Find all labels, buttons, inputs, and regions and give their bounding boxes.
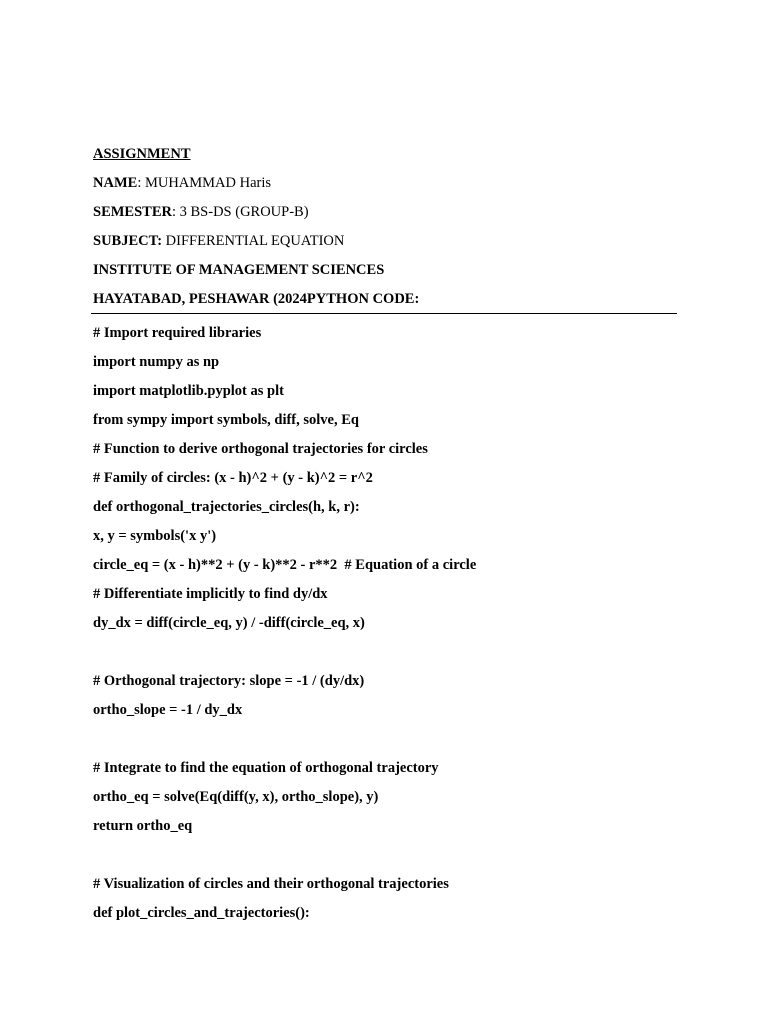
location-line: HAYATABAD, PESHAWAR (2024PYTHON CODE: <box>93 291 420 307</box>
code-line: def orthogonal_trajectories_circles(h, k, r): <box>93 499 360 515</box>
code-line: # Differentiate implicitly to find dy/dx <box>93 586 328 602</box>
code-line: ortho_eq = solve(Eq(diff(y, x), ortho_slope), y) <box>93 789 379 805</box>
code-line: # Orthogonal trajectory: slope = -1 / (dy/dx) <box>93 673 365 689</box>
semester-line <box>93 203 309 221</box>
code-line: import numpy as np <box>93 354 220 370</box>
code-line: from sympy import symbols, diff, solve, Eq <box>93 412 359 428</box>
name-value: : MUHAMMAD Haris <box>137 175 272 191</box>
name-line <box>93 174 271 192</box>
code-line: import matplotlib.pyplot as plt <box>93 383 284 399</box>
institute-line: INSTITUTE OF MANAGEMENT SCIENCES <box>93 262 385 278</box>
subject-value: DIFFERENTIAL EQUATION <box>162 233 345 249</box>
semester-value: : 3 BS-DS (GROUP-B) <box>171 204 309 220</box>
code-line: # Integrate to find the equation of orthogonal trajectory <box>93 760 439 776</box>
code-line: def plot_circles_and_trajectories(): <box>93 905 310 921</box>
name-label: NAME <box>93 175 138 191</box>
code-line: circle_eq = (x - h)**2 + (y - k)**2 - r**2 # Equation of a circle <box>93 557 477 573</box>
subject-line <box>93 232 344 250</box>
assignment-title: ASSIGNMENT <box>93 146 191 162</box>
horizontal-rule <box>91 313 677 314</box>
code-line: x, y = symbols('x y') <box>93 528 217 544</box>
code-line: return ortho_eq <box>93 818 193 834</box>
code-line: dy_dx = diff(circle_eq, y) / -diff(circle_eq, x) <box>93 615 365 631</box>
code-line: ortho_slope = -1 / dy_dx <box>93 702 243 718</box>
code-line: # Function to derive orthogonal trajectories for circles <box>93 441 428 457</box>
semester-label: SEMESTER <box>93 204 172 220</box>
code-line: # Visualization of circles and their orthogonal trajectories <box>93 876 449 892</box>
subject-label: SUBJECT: <box>93 233 163 249</box>
code-line: # Family of circles: (x - h)^2 + (y - k)^2 = r^2 <box>93 470 373 486</box>
code-line: # Import required libraries <box>93 325 262 341</box>
